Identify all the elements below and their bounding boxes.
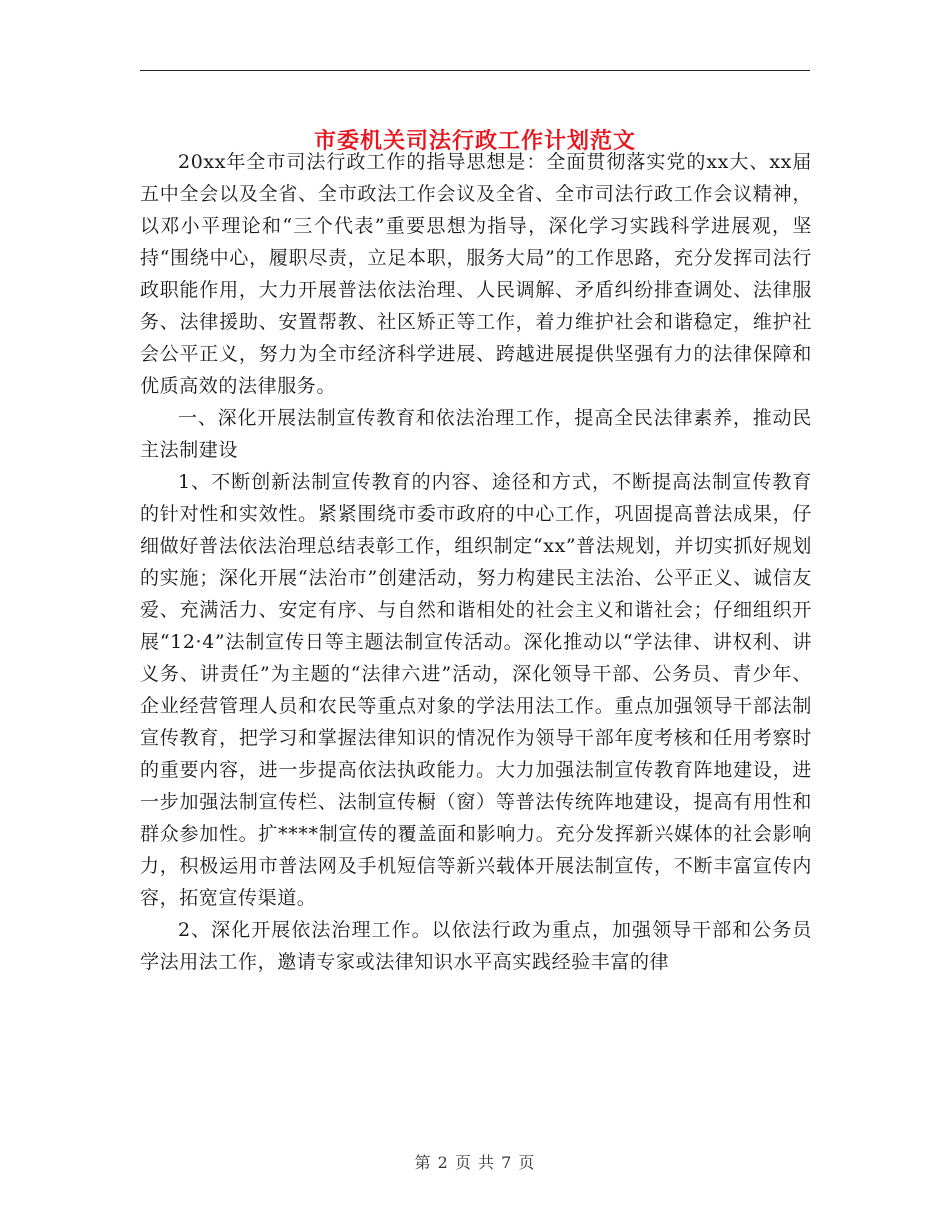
paragraph-guiding-ideology: 20xx年全市司法行政工作的指导思想是：全面贯彻落实党的xx大、xx届五中全会以及全省、全市政法工作会议及全省、全市司法行政工作会议精神，以邓小平理论和“三个代表”重要思想为指导，深化学习实践科学进展观，坚持“围绕中心，履职尽责，立足本职，服务大局”的工作思路，充分发挥司法行政职能作用，大力开展普法依法治理、人民调解、矛盾纠纷排查调处、法律服务、法律援助、安置帮教、社区矫正等工作，着力维护社会和谐稳定，维护社会公平正义，努力为全市经济科学进展、跨越进展提供坚强有力的法律保障和优质高效的法律服务。 (140, 151, 812, 397)
document-body (140, 146, 812, 978)
document-title: 市委机关司法行政工作计划范文 (313, 127, 636, 154)
paragraph-item-2: 2、深化开展依法治理工作。以依法行政为重点，加强领导干部和公务员学法用法工作，邀请专家或法律知识水平高实践经验丰富的律 (140, 919, 812, 973)
header-rule (140, 70, 810, 71)
page-number-footer: 第 2 页 共 7 页 (414, 1153, 536, 1172)
section-heading-1: 一、深化开展法制宣传教育和依法治理工作，提高全民法律素养，推动民主法制建设 (140, 407, 812, 461)
paragraph-item-1: 1、不断创新法制宣传教育的内容、途径和方式，不断提高法制宣传教育的针对性和实效性。紧紧围绕市委市政府的中心工作，巩固提高普法成果，仔细做好普法依法治理总结表彰工作，组织制定“xx”普法规划，并切实抓好规划的实施；深化开展“法治市”创建活动，努力构建民主法治、公平正义、诚信友爱、充满活力、安定有序、与自然和谐相处的社会主义和谐社会；仔细组织开展“12·4”法制宣传日等主题法制宣传活动。深化推动以“学法律、讲权利、讲义务、讲责任”为主题的“法律六进”活动，深化领导干部、公务员、青少年、企业经营管理人员和农民等重点对象的学法用法工作。重点加强领导干部法制宣传教育，把学习和掌握法律知识的情况作为领导干部年度考核和任用考察时的重要内容，进一步提高依法执政能力。大力加强法制宣传教育阵地建设，进一步加强法制宣传栏、法制宣传橱（窗）等普法传统阵地建设，提高有用性和群众参加性。扩****制宣传的覆盖面和影响力。充分发挥新兴媒体的社会影响力，积极运用市普法网及手机短信等新兴载体开展法制宣传，不断丰富宣传内容，拓宽宣传渠道。 (140, 471, 812, 909)
